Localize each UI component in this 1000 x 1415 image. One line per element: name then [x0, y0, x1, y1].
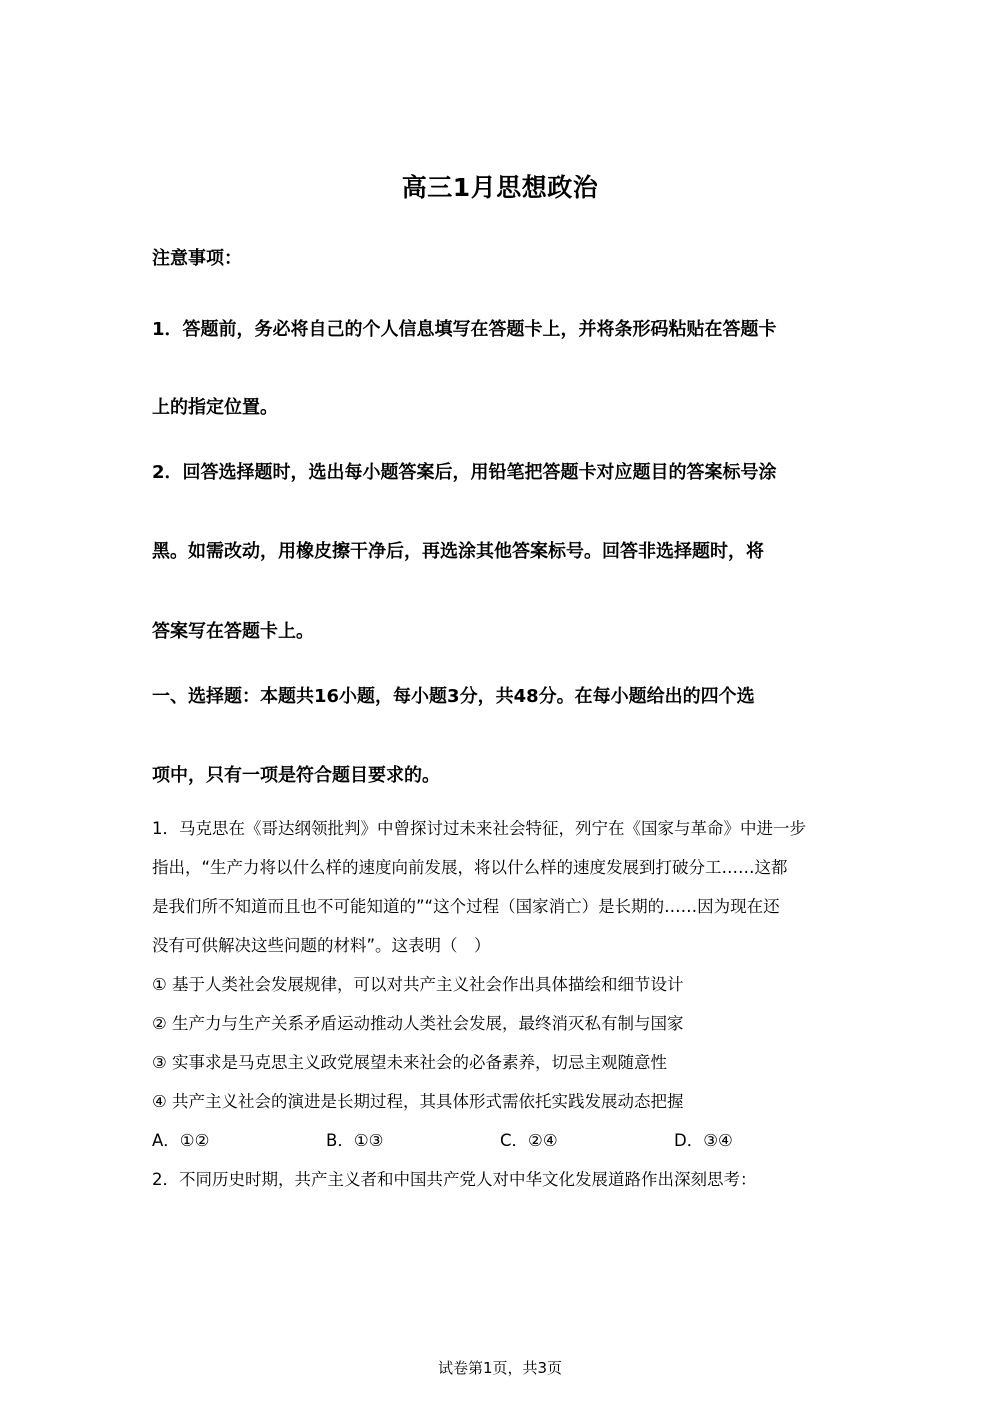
section-heading-line: 项中，只有一项是符合题目要求的。	[152, 765, 440, 786]
question-1-statement: ① 基于人类社会发展规律，可以对共产主义社会作出具体描绘和细节设计	[152, 975, 684, 994]
option-b: B．①③	[326, 1131, 384, 1150]
page-footer: 试卷第1页，共3页	[437, 1359, 563, 1377]
question-1-stem-line: 1．马克思在《哥达纲领批判》中曾探讨过未来社会特征，列宁在《国家与革命》中进一步	[152, 819, 806, 838]
question-1-statement: ④ 共产主义社会的演进是长期过程，其具体形式需依托实践发展动态把握	[152, 1092, 684, 1111]
page-title: 高三1月思想政治	[401, 173, 599, 202]
section-heading-line: 一、选择题：本题共16小题，每小题3分，共48分。在每小题给出的四个选	[152, 686, 755, 707]
question-1-statement: ② 生产力与生产关系矛盾运动推动人类社会发展，最终消灭私有制与国家	[152, 1014, 684, 1033]
question-2-stem: 2．不同历史时期，共产主义者和中国共产党人对中华文化发展道路作出深刻思考：	[152, 1170, 757, 1189]
question-1-stem-line: 指出，“生产力将以什么样的速度向前发展，将以什么样的速度发展到打破分工……这都	[152, 858, 788, 877]
question-1-statement: ③ 实事求是马克思主义政党展望未来社会的必备素养，切忌主观随意性	[152, 1053, 668, 1072]
notice-line: 黑。如需改动，用橡皮擦干净后，再选涂其他答案标号。回答非选择题时，将	[152, 541, 764, 562]
option-a: A．①②	[152, 1131, 210, 1150]
option-d: D．③④	[674, 1131, 733, 1150]
notice-line: 答案写在答题卡上。	[152, 621, 314, 642]
question-1-options	[152, 1127, 852, 1151]
notice-line: 上的指定位置。	[152, 397, 278, 418]
option-c: C．②④	[500, 1131, 558, 1150]
question-1-stem-line: 没有可供解决这些问题的材料”。这表明（ ）	[152, 936, 491, 955]
notice-heading: 注意事项：	[152, 248, 242, 269]
question-1-stem-line: 是我们所不知道而且也不可能知道的”“这个过程（国家消亡）是长期的……因为现在还	[152, 897, 780, 916]
notice-line: 2．回答选择题时，选出每小题答案后，用铅笔把答题卡对应题目的答案标号涂	[152, 462, 777, 483]
notice-line: 1．答题前，务必将自己的个人信息填写在答题卡上，并将条形码粘贴在答题卡	[152, 319, 777, 340]
